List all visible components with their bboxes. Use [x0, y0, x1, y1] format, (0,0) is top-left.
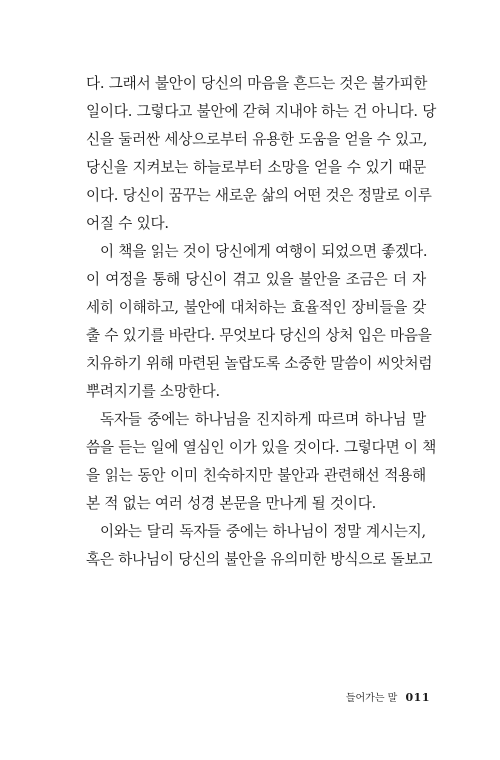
text-line: 일이다. 그렇다고 불안에 갇혀 지내야 하는 건 아니다. 당: [86, 103, 437, 120]
text-line: 출 수 있기를 바란다. 무엇보다 당신의 상처 입은 마음을: [86, 327, 432, 344]
running-section-title: 들어가는 말: [345, 693, 398, 704]
text-line: 본 적 없는 여러 성경 본문을 만나게 될 것이다.: [86, 495, 377, 512]
text-line: 신을 둘러싼 세상으로부터 유용한 도움을 얻을 수 있고,: [86, 131, 428, 148]
text-line: 이 책을 읽는 것이 당신에게 여행이 되었으면 좋겠다.: [100, 243, 428, 260]
text-line: 세히 이해하고, 불안에 대처하는 효율적인 장비들을 갖: [86, 299, 426, 316]
text-line: 이 여정을 통해 당신이 겪고 있을 불안을 조금은 더 자: [86, 271, 426, 288]
text-line: 을 읽는 동안 이미 친숙하지만 불안과 관련해선 적용해: [86, 467, 426, 484]
page-footer: [346, 690, 430, 706]
text-line: 이와는 달리 독자들 중에는 하나님이 정말 계시는지,: [100, 523, 426, 540]
body-text: [86, 70, 437, 574]
text-line: 치유하기 위해 마련된 놀랍도록 소중한 말씀이 씨앗처럼: [86, 355, 433, 372]
text-line: 다. 그래서 불안이 당신의 마음을 흔드는 것은 불가피한: [86, 75, 428, 92]
text-line: 씀을 듣는 일에 열심인 이가 있을 것이다. 그렇다면 이 책: [86, 439, 437, 456]
text-line: 당신을 지켜보는 하늘로부터 소망을 얻을 수 있기 때문: [86, 159, 426, 176]
text-line: 뿌려지기를 소망한다.: [86, 383, 220, 400]
text-line: 혹은 하나님이 당신의 불안을 유의미한 방식으로 돌보고: [86, 551, 433, 568]
text-line: 어질 수 있다.: [86, 215, 169, 232]
text-line: 이다. 당신이 꿈꾸는 새로운 삶의 어떤 것은 정말로 이루: [86, 187, 432, 204]
text-line: 독자들 중에는 하나님을 진지하게 따르며 하나님 말: [100, 411, 426, 428]
page-number: 011: [405, 691, 430, 704]
